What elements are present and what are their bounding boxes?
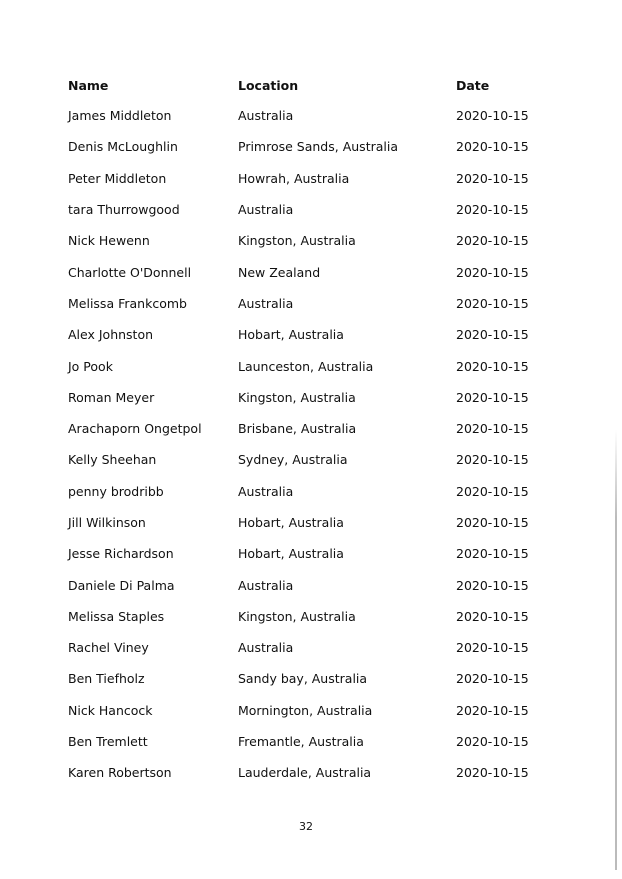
cell-name: penny brodribb <box>68 483 164 499</box>
cell-name: Melissa Staples <box>68 608 165 624</box>
cell-location: Hobart, Australia <box>238 546 344 562</box>
table-row <box>62 256 542 287</box>
cell-name: Jo Pook <box>68 358 113 374</box>
table-row <box>62 100 542 131</box>
cell-date: 2020-10-15 <box>456 264 529 280</box>
cell-date: 2020-10-15 <box>456 295 529 311</box>
cell-date: 2020-10-15 <box>456 671 529 687</box>
cell-date: 2020-10-15 <box>456 327 529 343</box>
cell-name: Alex Johnston <box>68 327 154 343</box>
cell-location: Australia <box>238 483 294 499</box>
table-row <box>62 194 542 225</box>
cell-location: Kingston, Australia <box>238 608 356 624</box>
cell-name: James Middleton <box>68 108 172 124</box>
cell-date: 2020-10-15 <box>456 734 529 750</box>
cell-date: 2020-10-15 <box>456 389 529 405</box>
cell-location: Australia <box>238 577 294 593</box>
cell-date: 2020-10-15 <box>456 452 529 468</box>
page-number: 32 <box>299 820 313 833</box>
cell-date: 2020-10-15 <box>456 577 529 593</box>
table-row <box>62 757 542 788</box>
table-row <box>62 413 542 444</box>
table-row <box>62 444 542 475</box>
cell-location: Launceston, Australia <box>238 358 374 374</box>
table-row <box>62 350 542 381</box>
cell-location: Primrose Sands, Australia <box>238 139 398 155</box>
cell-date: 2020-10-15 <box>456 358 529 374</box>
cell-name: Nick Hancock <box>68 702 153 718</box>
table-row <box>62 319 542 350</box>
cell-name: Daniele Di Palma <box>68 577 175 593</box>
cell-name: tara Thurrowgood <box>68 202 180 218</box>
cell-date: 2020-10-15 <box>456 608 529 624</box>
cell-location: Australia <box>238 640 294 656</box>
cell-date: 2020-10-15 <box>456 421 529 437</box>
table-row <box>62 538 542 569</box>
header-date: Date <box>456 77 490 93</box>
cell-location: New Zealand <box>238 264 321 280</box>
cell-name: Ben Tremlett <box>68 734 148 750</box>
cell-location: Hobart, Australia <box>238 327 344 343</box>
cell-location: Australia <box>238 295 294 311</box>
cell-date: 2020-10-15 <box>456 702 529 718</box>
cell-name: Denis McLoughlin <box>68 139 178 155</box>
cell-date: 2020-10-15 <box>456 202 529 218</box>
cell-name: Ben Tiefholz <box>68 671 145 687</box>
table-row <box>62 632 542 663</box>
cell-location: Sandy bay, Australia <box>238 671 368 687</box>
header-location: Location <box>238 77 299 93</box>
cell-location: Sydney, Australia <box>238 452 348 468</box>
table-row <box>62 601 542 632</box>
table-row <box>62 382 542 413</box>
cell-location: Mornington, Australia <box>238 702 373 718</box>
table-row <box>62 726 542 757</box>
cell-location: Fremantle, Australia <box>238 734 364 750</box>
cell-name: Jill Wilkinson <box>68 515 146 530</box>
cell-name: Charlotte O'Donnell <box>68 264 192 280</box>
cell-name: Rachel Viney <box>68 640 149 656</box>
cell-date: 2020-10-15 <box>456 170 529 186</box>
table-row <box>62 131 542 162</box>
cell-location: Brisbane, Australia <box>238 421 357 437</box>
table-row <box>62 507 542 538</box>
signatures-table <box>62 70 542 789</box>
table-row <box>62 663 542 694</box>
cell-name: Peter Middleton <box>68 170 167 186</box>
cell-name: Roman Meyer <box>68 389 155 405</box>
cell-date: 2020-10-15 <box>456 765 529 781</box>
cell-location: Howrah, Australia <box>238 170 350 186</box>
header-name: Name <box>68 77 109 93</box>
cell-name: Nick Hewenn <box>68 233 150 249</box>
cell-date: 2020-10-15 <box>456 483 529 499</box>
table-body <box>62 100 542 789</box>
cell-location: Australia <box>238 202 294 218</box>
cell-location: Australia <box>238 108 294 124</box>
cell-name: Melissa Frankcomb <box>68 295 187 311</box>
cell-location: Kingston, Australia <box>238 389 356 405</box>
table-header <box>62 70 542 100</box>
cell-date: 2020-10-15 <box>456 546 529 562</box>
cell-name: Karen Robertson <box>68 765 172 781</box>
cell-location: Lauderdale, Australia <box>238 765 372 781</box>
cell-location: Hobart, Australia <box>238 515 344 530</box>
cell-date: 2020-10-15 <box>456 233 529 249</box>
table-row <box>62 163 542 194</box>
header-row <box>62 70 542 100</box>
cell-name: Jesse Richardson <box>68 546 174 562</box>
cell-name: Arachaporn Ongetpol <box>68 421 202 437</box>
page-edge-shadow <box>615 430 617 870</box>
cell-location: Kingston, Australia <box>238 233 356 249</box>
table-row <box>62 569 542 600</box>
table-row <box>62 695 542 726</box>
cell-name: Kelly Sheehan <box>68 452 157 468</box>
cell-date: 2020-10-15 <box>456 108 529 124</box>
cell-date: 2020-10-15 <box>456 515 529 530</box>
table-row <box>62 476 542 507</box>
table-row <box>62 288 542 319</box>
cell-date: 2020-10-15 <box>456 139 529 155</box>
table-row <box>62 225 542 256</box>
cell-date: 2020-10-15 <box>456 640 529 656</box>
